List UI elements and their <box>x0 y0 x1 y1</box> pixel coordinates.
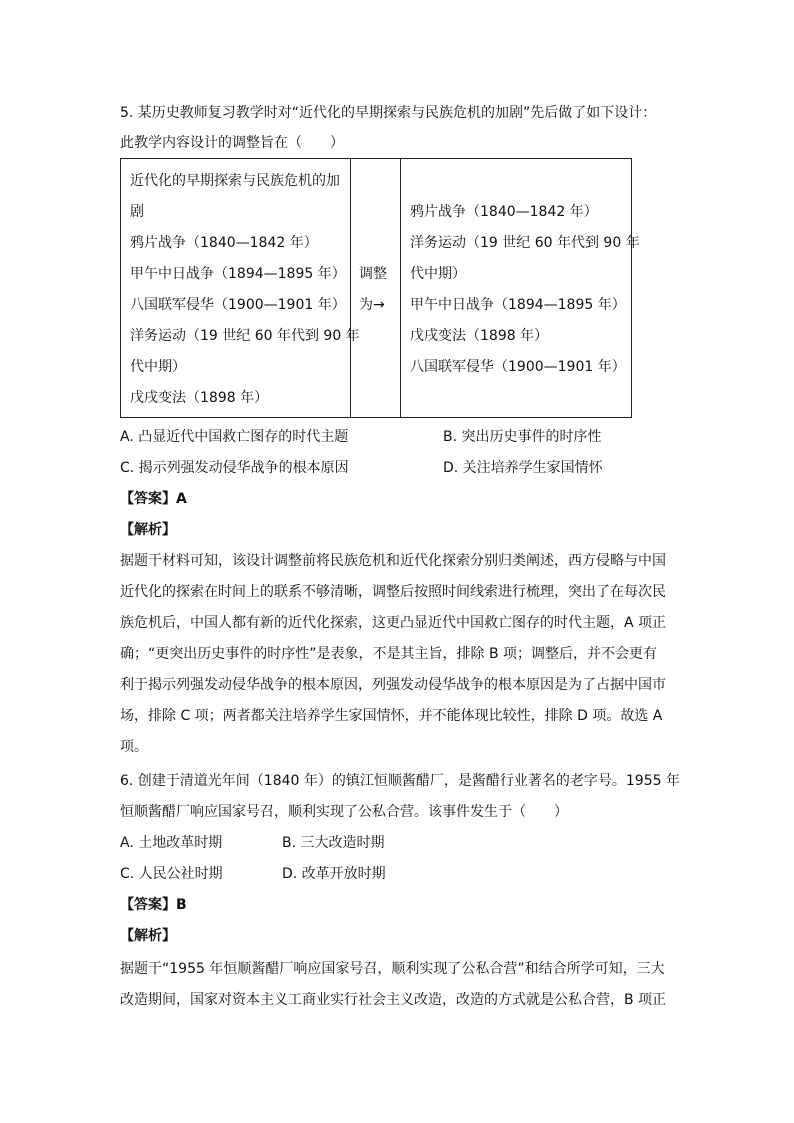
table-right-line: 戊戌变法（1898 年） <box>410 328 549 344</box>
q5-option-d: D. 关注培养学生家国情怀 <box>443 460 603 476</box>
q5-stem-line-2: 此教学内容设计的调整旨在（ ） <box>120 135 344 151</box>
q6-analysis-line: 据题干“1955 年恒顺酱醋厂响应国家号召，顺利实现了公私合营”和结合所学可知，三大 <box>120 961 665 977</box>
q5-option-a: A. 凸显近代中国救亡图存的时代主题 <box>120 429 349 445</box>
table-middle-cell <box>351 159 401 417</box>
table-right-line: 洋务运动（19 世纪 60 年代到 90 年 <box>410 235 640 251</box>
table-left-line: 戊戌变法（1898 年） <box>130 390 269 406</box>
q6-option-a: A. 土地改革时期 <box>120 835 223 851</box>
q5-analysis-line: 项。 <box>120 739 148 755</box>
table-left-cell <box>121 159 360 417</box>
q6-stem-line-2: 恒顺酱醋厂响应国家号召，顺利实现了公私合营。该事件发生于（ ） <box>120 804 568 820</box>
table-left-line: 剧 <box>130 204 144 220</box>
table-right-line: 代中期） <box>410 266 466 282</box>
table-left-line: 代中期） <box>130 359 186 375</box>
table-left-line: 八国联军侵华（1900—1901 年） <box>130 297 346 313</box>
q5-analysis-line: 近代化的探索在时间上的联系不够清晰，调整后按照时间线索进行梳理，突出了在每次民 <box>120 584 666 600</box>
table-left-line: 甲午中日战争（1894—1895 年） <box>130 266 346 282</box>
q5-analysis-line: 据题干材料可知，该设计调整前将民族危机和近代化探索分别归类阐述，西方侵略与中国 <box>120 553 666 569</box>
table-middle-line: 调整 <box>359 266 387 282</box>
q6-answer: 【答案】B <box>120 897 187 913</box>
q6-option-d: D. 改革开放时期 <box>282 866 386 882</box>
q6-analysis-line: 改造期间，国家对资本主义工商业实行社会主义改造，改造的方式就是公私合营，B 项正 <box>120 992 667 1008</box>
table-left-line: 近代化的早期探索与民族危机的加 <box>130 173 340 189</box>
q5-analysis-line: 确；“更突出历史事件的时序性”是表象，不是其主旨，排除 B 项；调整后，并不会更有 <box>120 646 658 662</box>
table-right-cell <box>401 159 640 417</box>
table-middle-line: 为→ <box>359 297 385 313</box>
q6-option-c: C. 人民公社时期 <box>120 866 223 882</box>
table-right-line: 八国联军侵华（1900—1901 年） <box>410 359 626 375</box>
q5-option-c: C. 揭示列强发动侵华战争的根本原因 <box>120 460 349 476</box>
q5-analysis-line: 族危机后，中国人都有新的近代化探索，这更凸显近代中国救亡图存的时代主题，A 项正 <box>120 615 667 631</box>
q5-analysis-label: 【解析】 <box>120 522 176 538</box>
q5-analysis-line: 利于揭示列强发动侵华战争的根本原因，列强发动侵华战争的根本原因是为了占据中国市 <box>120 677 666 693</box>
q5-comparison-table <box>120 158 640 418</box>
table-left-line: 洋务运动（19 世纪 60 年代到 90 年 <box>130 328 360 344</box>
q5-option-b: B. 突出历史事件的时序性 <box>443 429 602 445</box>
q6-analysis-label: 【解析】 <box>120 928 176 944</box>
q6-stem-line-1: 6. 创建于清道光年间（1840 年）的镇江恒顺酱醋厂，是酱醋行业著名的老字号。1955 年 <box>120 773 680 789</box>
table-left-line: 鸦片战争（1840—1842 年） <box>130 235 318 251</box>
table-right-line: 甲午中日战争（1894—1895 年） <box>410 297 626 313</box>
q5-answer: 【答案】A <box>120 491 187 507</box>
q5-analysis-line: 场，排除 C 项；两者都关注培养学生家国情怀，并不能体现比较性，排除 D 项。故选 A <box>120 708 663 724</box>
q5-stem-line-1: 5. 某历史教师复习教学时对“近代化的早期探索与民族危机的加剧”先后做了如下设计： <box>120 105 657 121</box>
table-right-line: 鸦片战争（1840—1842 年） <box>410 204 598 220</box>
q6-option-b: B. 三大改造时期 <box>282 835 385 851</box>
